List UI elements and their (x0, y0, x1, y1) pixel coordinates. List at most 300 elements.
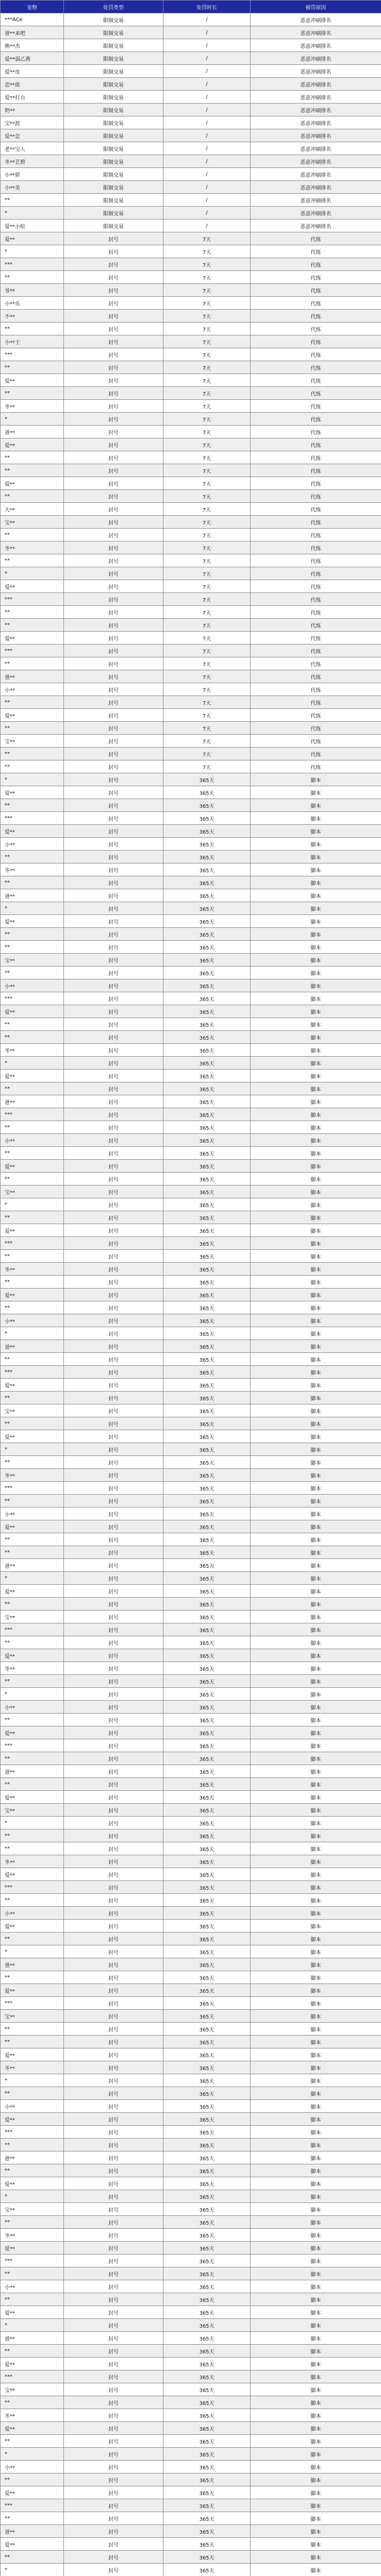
cell-penalty-type: 封号 (64, 2435, 163, 2448)
cell-penalty-reason: 脚本 (251, 2061, 381, 2074)
cell-penalty-duration: 365天 (163, 1804, 251, 1817)
cell-penalty-type: 封号 (64, 1482, 163, 1495)
cell-penalty-duration: 365天 (163, 1134, 251, 1147)
cell-pet-name: ** (1, 490, 64, 503)
cell-penalty-duration: 7天 (163, 554, 251, 567)
cell-penalty-duration: 365天 (163, 876, 251, 889)
cell-penalty-duration: 7天 (163, 297, 251, 310)
table-row (1, 438, 381, 451)
cell-pet-name: 爱** (1, 709, 64, 722)
cell-pet-name: * (1, 1057, 64, 1070)
cell-pet-name: ***ACe (1, 13, 64, 26)
cell-penalty-duration: 365天 (163, 2512, 251, 2525)
table-row (1, 2113, 381, 2126)
cell-penalty-type: 封号 (64, 1250, 163, 1263)
cell-pet-name: ** (1, 1495, 64, 1507)
cell-penalty-reason: 恶意冲刷排名 (251, 142, 381, 155)
cell-pet-name: ** (1, 1842, 64, 1855)
table-row (1, 1765, 381, 1778)
cell-penalty-reason: 脚本 (251, 1353, 381, 1366)
table-row (1, 2448, 381, 2461)
cell-penalty-reason: 脚本 (251, 1057, 381, 1070)
cell-pet-name: * (1, 902, 64, 915)
cell-penalty-reason: 代练 (251, 567, 381, 580)
cell-penalty-reason: 脚本 (251, 1842, 381, 1855)
table-row (1, 1585, 381, 1598)
table-row (1, 889, 381, 902)
cell-penalty-reason: 脚本 (251, 1572, 381, 1585)
table-row (1, 26, 381, 39)
cell-penalty-type: 限制交易 (64, 194, 163, 207)
cell-penalty-type: 封号 (64, 902, 163, 915)
cell-penalty-duration: 365天 (163, 2370, 251, 2383)
cell-penalty-duration: 365天 (163, 2473, 251, 2486)
cell-penalty-type: 封号 (64, 1817, 163, 1829)
cell-penalty-type: 封号 (64, 632, 163, 645)
cell-pet-name: 爱**皮 (1, 65, 64, 78)
cell-pet-name: 爱** (1, 632, 64, 645)
cell-penalty-type: 封号 (64, 1726, 163, 1739)
cell-penalty-reason: 脚本 (251, 2383, 381, 2396)
cell-penalty-duration: 7天 (163, 735, 251, 748)
cell-pet-name: 爱** (1, 1791, 64, 1804)
cell-penalty-duration: 365天 (163, 1598, 251, 1611)
cell-penalty-reason: 代练 (251, 722, 381, 735)
cell-penalty-reason: 脚本 (251, 1778, 381, 1791)
cell-pet-name: 宝** (1, 2383, 64, 2396)
cell-penalty-type: 封号 (64, 1108, 163, 1121)
table-row (1, 2010, 381, 2023)
cell-pet-name: ** (1, 941, 64, 954)
cell-penalty-duration: 365天 (163, 1533, 251, 1546)
cell-penalty-type: 封号 (64, 1276, 163, 1289)
cell-penalty-reason: 脚本 (251, 1817, 381, 1829)
cell-penalty-type: 封号 (64, 1456, 163, 1469)
table-row (1, 78, 381, 91)
table-row (1, 1211, 381, 1224)
cell-penalty-type: 封号 (64, 271, 163, 284)
cell-penalty-duration: 7天 (163, 696, 251, 709)
cell-penalty-reason: 脚本 (251, 1881, 381, 1894)
table-row (1, 722, 381, 735)
cell-penalty-reason: 脚本 (251, 1289, 381, 1301)
cell-penalty-reason: 脚本 (251, 1520, 381, 1533)
cell-penalty-reason: 代练 (251, 490, 381, 503)
cell-pet-name: 爷** (1, 284, 64, 297)
table-row (1, 567, 381, 580)
table-row (1, 2345, 381, 2358)
cell-penalty-reason: 脚本 (251, 825, 381, 838)
cell-penalty-type: 封号 (64, 799, 163, 812)
table-row (1, 413, 381, 426)
cell-penalty-type: 封号 (64, 1366, 163, 1379)
cell-penalty-reason: 脚本 (251, 2332, 381, 2345)
cell-penalty-duration: 365天 (163, 1662, 251, 1675)
cell-penalty-reason: 代练 (251, 464, 381, 477)
cell-penalty-duration: 7天 (163, 400, 251, 413)
cell-penalty-type: 限制交易 (64, 26, 163, 39)
table-row (1, 310, 381, 323)
cell-penalty-type: 封号 (64, 2267, 163, 2280)
cell-penalty-duration: 7天 (163, 619, 251, 632)
cell-penalty-reason: 脚本 (251, 2203, 381, 2216)
table-row (1, 1868, 381, 1881)
cell-pet-name: ** (1, 1933, 64, 1945)
table-row (1, 2229, 381, 2242)
cell-pet-name: ** (1, 1147, 64, 1160)
table-row (1, 477, 381, 490)
cell-penalty-duration: 365天 (163, 1160, 251, 1173)
cell-penalty-duration: / (163, 142, 251, 155)
table-row (1, 39, 381, 52)
cell-penalty-type: 封号 (64, 361, 163, 374)
cell-pet-name: 小** (1, 2280, 64, 2293)
cell-penalty-type: 限制交易 (64, 219, 163, 232)
cell-penalty-type: 封号 (64, 2293, 163, 2306)
cell-pet-name: 爱** (1, 1070, 64, 1082)
cell-penalty-duration: 365天 (163, 773, 251, 786)
table-row (1, 1160, 381, 1173)
cell-penalty-type: 封号 (64, 1301, 163, 1314)
cell-penalty-reason: 脚本 (251, 1198, 381, 1211)
cell-penalty-type: 封号 (64, 1623, 163, 1636)
cell-penalty-duration: 365天 (163, 941, 251, 954)
cell-pet-name: 奶** (1, 104, 64, 116)
cell-penalty-reason: 脚本 (251, 1507, 381, 1520)
cell-penalty-type: 封号 (64, 1314, 163, 1327)
cell-pet-name: ** (1, 1546, 64, 1559)
cell-pet-name: *** (1, 593, 64, 606)
cell-penalty-reason: 脚本 (251, 954, 381, 967)
cell-penalty-duration: 365天 (163, 1108, 251, 1121)
table-row (1, 1636, 381, 1649)
cell-penalty-reason: 脚本 (251, 2100, 381, 2113)
cell-penalty-type: 封号 (64, 2190, 163, 2203)
table-row (1, 1829, 381, 1842)
cell-penalty-type: 封号 (64, 2177, 163, 2190)
cell-penalty-reason: 脚本 (251, 2177, 381, 2190)
cell-penalty-duration: 7天 (163, 310, 251, 323)
cell-penalty-reason: 代练 (251, 670, 381, 683)
table-row (1, 1546, 381, 1559)
table-row (1, 696, 381, 709)
cell-penalty-type: 封号 (64, 2422, 163, 2435)
table-row (1, 464, 381, 477)
cell-penalty-duration: 365天 (163, 992, 251, 1005)
table-row (1, 2293, 381, 2306)
cell-penalty-duration: / (163, 155, 251, 168)
cell-pet-name: ** (1, 657, 64, 670)
cell-penalty-reason: 脚本 (251, 773, 381, 786)
cell-penalty-type: 封号 (64, 1173, 163, 1185)
table-row (1, 181, 381, 194)
cell-pet-name: ** (1, 1598, 64, 1611)
cell-pet-name: 熊**杰 (1, 39, 64, 52)
cell-penalty-duration: / (163, 78, 251, 91)
cell-penalty-reason: 脚本 (251, 2190, 381, 2203)
table-row (1, 1173, 381, 1185)
cell-penalty-reason: 恶意冲刷排名 (251, 39, 381, 52)
cell-penalty-duration: 365天 (163, 2139, 251, 2151)
cell-penalty-reason: 脚本 (251, 992, 381, 1005)
cell-penalty-type: 封号 (64, 2242, 163, 2255)
cell-penalty-duration: 365天 (163, 1739, 251, 1752)
cell-penalty-duration: 7天 (163, 760, 251, 773)
cell-pet-name: 爸** (1, 889, 64, 902)
column-header-pet: 宠物 (1, 1, 64, 13)
cell-penalty-reason: 代练 (251, 606, 381, 619)
cell-penalty-reason: 脚本 (251, 2473, 381, 2486)
cell-pet-name: 爸** (1, 2151, 64, 2164)
cell-penalty-reason: 脚本 (251, 2345, 381, 2358)
cell-penalty-duration: 365天 (163, 1907, 251, 1920)
cell-penalty-duration: 365天 (163, 1314, 251, 1327)
cell-penalty-duration: 365天 (163, 1173, 251, 1185)
cell-penalty-reason: 脚本 (251, 851, 381, 863)
cell-pet-name: 爱** (1, 1224, 64, 1237)
cell-penalty-type: 封号 (64, 2345, 163, 2358)
cell-penalty-reason: 脚本 (251, 1933, 381, 1945)
cell-penalty-reason: 代练 (251, 593, 381, 606)
cell-pet-name: 小**乐 (1, 297, 64, 310)
cell-penalty-type: 封号 (64, 2048, 163, 2061)
cell-penalty-duration: 365天 (163, 2087, 251, 2100)
cell-penalty-type: 封号 (64, 1997, 163, 2010)
cell-penalty-duration: 365天 (163, 2036, 251, 2048)
cell-penalty-duration: 365天 (163, 2319, 251, 2332)
cell-penalty-type: 封号 (64, 1585, 163, 1598)
table-row (1, 2216, 381, 2229)
cell-penalty-duration: 365天 (163, 1095, 251, 1108)
cell-penalty-type: 封号 (64, 1907, 163, 1920)
cell-penalty-type: 封号 (64, 1237, 163, 1250)
cell-pet-name: 爱**打自 (1, 91, 64, 104)
cell-penalty-type: 封号 (64, 451, 163, 464)
cell-penalty-reason: 脚本 (251, 1546, 381, 1559)
cell-penalty-reason: 脚本 (251, 876, 381, 889)
cell-penalty-duration: 7天 (163, 516, 251, 529)
cell-penalty-type: 封号 (64, 889, 163, 902)
cell-penalty-duration: 365天 (163, 1636, 251, 1649)
cell-penalty-reason: 脚本 (251, 1662, 381, 1675)
cell-penalty-reason: 脚本 (251, 838, 381, 851)
cell-pet-name: *** (1, 2370, 64, 2383)
cell-penalty-duration: 365天 (163, 2486, 251, 2499)
cell-pet-name: 冬** (1, 1263, 64, 1276)
header-row (1, 1, 381, 13)
cell-penalty-type: 封号 (64, 812, 163, 825)
table-row (1, 1250, 381, 1263)
cell-penalty-duration: 7天 (163, 438, 251, 451)
cell-penalty-reason: 脚本 (251, 1456, 381, 1469)
table-row (1, 400, 381, 413)
cell-penalty-duration: 365天 (163, 2164, 251, 2177)
cell-penalty-type: 封号 (64, 2306, 163, 2319)
table-row (1, 606, 381, 619)
cell-pet-name: ** (1, 2345, 64, 2358)
cell-penalty-duration: 365天 (163, 2448, 251, 2461)
cell-penalty-reason: 脚本 (251, 1971, 381, 1984)
cell-penalty-type: 封号 (64, 1160, 163, 1173)
cell-pet-name: 爸** (1, 2525, 64, 2538)
cell-pet-name: 爱** (1, 2242, 64, 2255)
cell-penalty-reason: 脚本 (251, 2409, 381, 2422)
table-row (1, 1121, 381, 1134)
cell-pet-name: * (1, 2564, 64, 2576)
cell-penalty-type: 封号 (64, 413, 163, 426)
cell-penalty-reason: 恶意冲刷排名 (251, 194, 381, 207)
cell-penalty-type: 封号 (64, 1211, 163, 1224)
cell-pet-name: ** (1, 464, 64, 477)
cell-pet-name: 冬** (1, 2409, 64, 2422)
cell-penalty-type: 封号 (64, 1134, 163, 1147)
cell-penalty-reason: 恶意冲刷排名 (251, 129, 381, 142)
cell-penalty-type: 封号 (64, 1984, 163, 1997)
table-row (1, 52, 381, 65)
cell-penalty-duration: / (163, 52, 251, 65)
table-row (1, 2499, 381, 2512)
cell-penalty-type: 封号 (64, 1404, 163, 1417)
cell-penalty-reason: 脚本 (251, 1121, 381, 1134)
cell-penalty-reason: 恶意冲刷排名 (251, 52, 381, 65)
cell-penalty-duration: 365天 (163, 799, 251, 812)
cell-penalty-type: 封号 (64, 619, 163, 632)
cell-penalty-reason: 代练 (251, 696, 381, 709)
cell-penalty-type: 封号 (64, 1392, 163, 1404)
cell-penalty-reason: 脚本 (251, 2396, 381, 2409)
cell-penalty-type: 封号 (64, 335, 163, 348)
table-row (1, 1263, 381, 1276)
cell-penalty-type: 封号 (64, 1121, 163, 1134)
table-row (1, 245, 381, 258)
cell-pet-name: ** (1, 619, 64, 632)
cell-penalty-type: 封号 (64, 1842, 163, 1855)
cell-penalty-duration: 365天 (163, 1546, 251, 1559)
cell-penalty-type: 封号 (64, 503, 163, 516)
cell-pet-name: *** (1, 812, 64, 825)
cell-penalty-duration: 365天 (163, 1765, 251, 1778)
table-row (1, 1108, 381, 1121)
table-row (1, 2383, 381, 2396)
cell-pet-name: ** (1, 1211, 64, 1224)
cell-penalty-reason: 恶意冲刷排名 (251, 13, 381, 26)
cell-penalty-duration: 365天 (163, 2538, 251, 2551)
table-row (1, 426, 381, 438)
cell-pet-name: ** (1, 1675, 64, 1688)
cell-penalty-type: 封号 (64, 838, 163, 851)
cell-penalty-type: 封号 (64, 876, 163, 889)
cell-penalty-duration: 365天 (163, 2177, 251, 2190)
cell-penalty-reason: 脚本 (251, 1147, 381, 1160)
cell-penalty-reason: 脚本 (251, 1250, 381, 1263)
table-row (1, 2512, 381, 2525)
cell-penalty-duration: 7天 (163, 541, 251, 554)
cell-pet-name: 小**美 (1, 181, 64, 194)
cell-pet-name: 爸** (1, 1958, 64, 1971)
cell-penalty-reason: 代练 (251, 516, 381, 529)
cell-penalty-reason: 脚本 (251, 1804, 381, 1817)
cell-pet-name: ** (1, 748, 64, 760)
cell-penalty-type: 封号 (64, 1752, 163, 1765)
cell-penalty-type: 封号 (64, 954, 163, 967)
cell-penalty-duration: 7天 (163, 335, 251, 348)
table-row (1, 799, 381, 812)
table-row (1, 1082, 381, 1095)
table-row (1, 760, 381, 773)
cell-pet-name: 冬** (1, 2061, 64, 2074)
cell-penalty-duration: 365天 (163, 2306, 251, 2319)
table-row (1, 1997, 381, 2010)
cell-penalty-duration: 365天 (163, 2332, 251, 2345)
cell-penalty-reason: 脚本 (251, 967, 381, 979)
cell-pet-name: *** (1, 1366, 64, 1379)
cell-penalty-reason: 脚本 (251, 1366, 381, 1379)
table-row (1, 670, 381, 683)
cell-penalty-type: 封号 (64, 1894, 163, 1907)
cell-penalty-reason: 脚本 (251, 1894, 381, 1907)
cell-penalty-type: 封号 (64, 825, 163, 838)
table-row (1, 503, 381, 516)
table-row (1, 387, 381, 400)
cell-penalty-type: 封号 (64, 657, 163, 670)
cell-penalty-duration: 7天 (163, 683, 251, 696)
cell-penalty-duration: 365天 (163, 1057, 251, 1070)
cell-pet-name: * (1, 207, 64, 219)
table-row (1, 2435, 381, 2448)
cell-penalty-duration: / (163, 116, 251, 129)
table-row (1, 979, 381, 992)
cell-pet-name: 爱** (1, 915, 64, 928)
cell-penalty-reason: 脚本 (251, 1726, 381, 1739)
cell-penalty-reason: 脚本 (251, 1598, 381, 1611)
cell-penalty-duration: 365天 (163, 1623, 251, 1636)
cell-penalty-reason: 脚本 (251, 1559, 381, 1572)
cell-pet-name: 爱** (1, 438, 64, 451)
cell-pet-name: 爱**弱乙燕 (1, 52, 64, 65)
cell-penalty-duration: 365天 (163, 1572, 251, 1585)
cell-pet-name: 冬** (1, 541, 64, 554)
cell-penalty-type: 封号 (64, 245, 163, 258)
cell-penalty-type: 封号 (64, 967, 163, 979)
cell-pet-name: 爱** (1, 1289, 64, 1301)
cell-penalty-reason: 代练 (251, 348, 381, 361)
table-row (1, 2358, 381, 2370)
cell-pet-name: ** (1, 1082, 64, 1095)
table-row (1, 1276, 381, 1289)
table-row (1, 297, 381, 310)
cell-penalty-duration: 365天 (163, 1688, 251, 1701)
cell-pet-name: ** (1, 2396, 64, 2409)
cell-penalty-type: 封号 (64, 2319, 163, 2332)
cell-pet-name: 恋**欲 (1, 78, 64, 91)
cell-pet-name: * (1, 245, 64, 258)
cell-penalty-reason: 代练 (251, 748, 381, 760)
cell-penalty-duration: / (163, 13, 251, 26)
cell-penalty-duration: 365天 (163, 2345, 251, 2358)
cell-penalty-duration: 365天 (163, 1263, 251, 1276)
cell-penalty-reason: 脚本 (251, 1920, 381, 1933)
column-header-penalty-reason: 被罚原因 (251, 1, 381, 13)
table-row (1, 65, 381, 78)
cell-penalty-duration: 365天 (163, 1701, 251, 1714)
cell-penalty-duration: 365天 (163, 1920, 251, 1933)
table-row (1, 683, 381, 696)
cell-penalty-reason: 脚本 (251, 1327, 381, 1340)
cell-penalty-reason: 脚本 (251, 2048, 381, 2061)
table-row (1, 1623, 381, 1636)
cell-penalty-duration: 365天 (163, 2396, 251, 2409)
cell-pet-name: ** (1, 1971, 64, 1984)
